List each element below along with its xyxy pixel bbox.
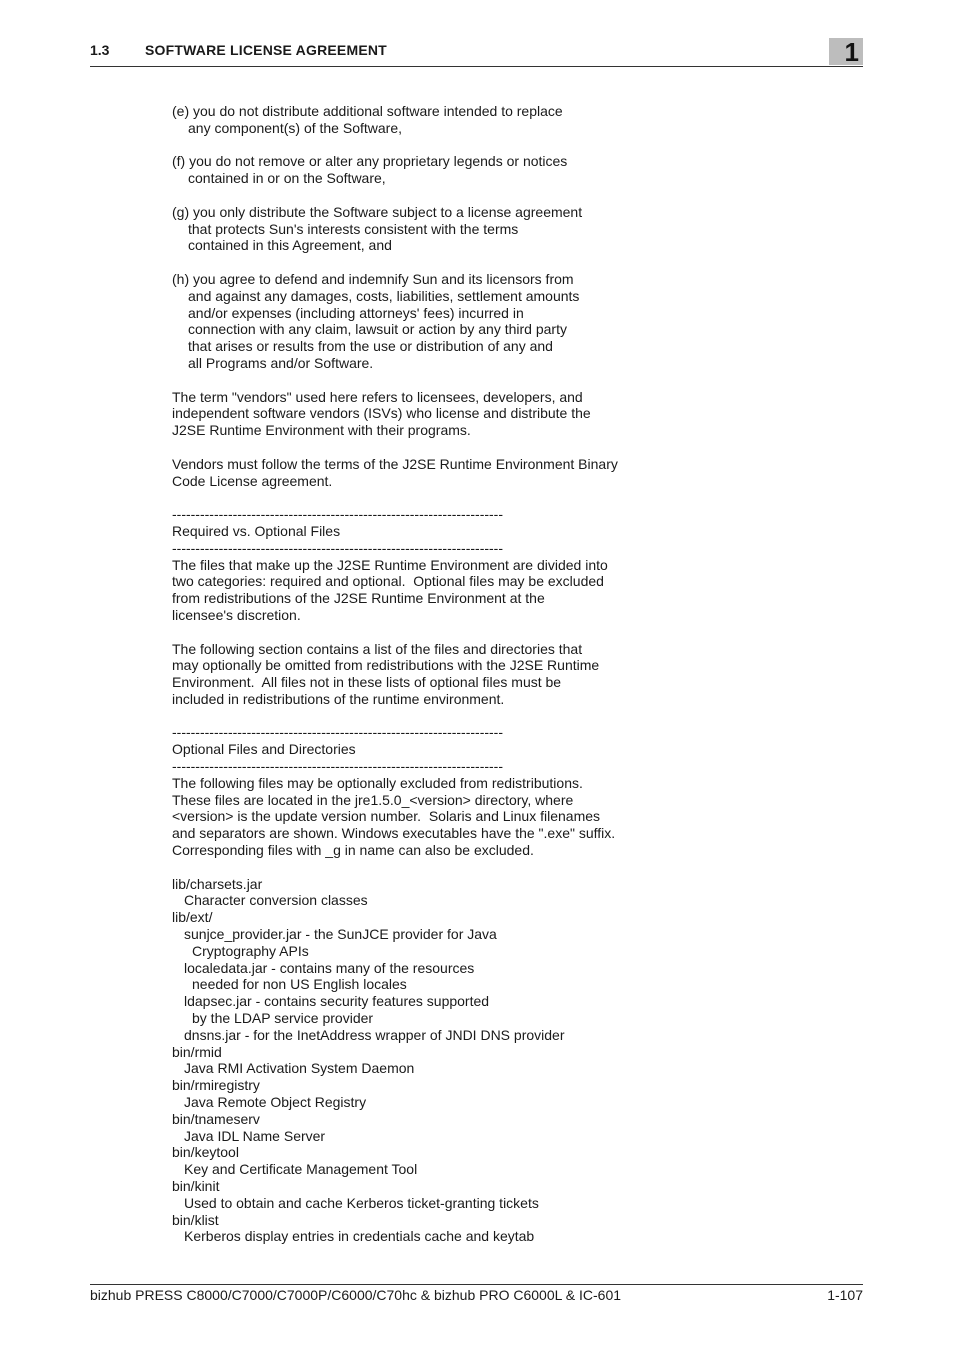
section-number: 1.3 — [90, 42, 110, 58]
file-path: bin/klist — [172, 1211, 219, 1228]
optional-line-3: <version> is the update version number. Solaris and Linux filenames — [172, 808, 601, 825]
product-name: bizhub PRESS C8000/C7000/C7000P/C6000/C70hc & bizhub PRO C6000L & IC-601 — [90, 1287, 622, 1303]
vendors-must-line-1: Vendors must follow the terms of the J2SE Runtime Environment Binary — [172, 455, 618, 472]
file-path: bin/rmiregistry — [172, 1077, 260, 1094]
section-title: SOFTWARE LICENSE AGREEMENT — [145, 42, 387, 58]
page-footer — [90, 1284, 863, 1303]
license-text — [172, 103, 652, 1245]
file-path: dnsns.jar - for the InetAddress wrapper of JNDI DNS provider — [184, 1026, 565, 1043]
clause-h-line-2: and against any damages, costs, liabilities, settlement amounts — [188, 287, 580, 304]
chapter-number: 1 — [844, 37, 859, 67]
file-description: Java Remote Object Registry — [184, 1094, 367, 1111]
clause-h-line-5: that arises or results from the use or distribution of any and — [188, 338, 553, 355]
optional-line-2: These files are located in the jre1.5.0_<version> directory, where — [172, 791, 574, 808]
file-description: Kerberos display entries in credentials cache and keytab — [184, 1228, 535, 1245]
divider-rule: ----------------------------------------------------------------------- — [172, 539, 504, 556]
divider-rule: ----------------------------------------------------------------------- — [172, 724, 504, 741]
file-path: lib/ext/ — [172, 909, 213, 926]
clause-f-line-1: (f) you do not remove or alter any proprietary legends or notices — [172, 153, 568, 170]
file-path: bin/keytool — [172, 1144, 239, 1161]
vendors-line-1: The term "vendors" used here refers to licensees, developers, and — [172, 388, 583, 405]
file-description: Cryptography APIs — [192, 942, 309, 959]
file-description: needed for non US English locales — [192, 976, 407, 993]
chapter-tab — [829, 38, 863, 65]
required-heading: Required vs. Optional Files — [172, 522, 341, 539]
clause-h-line-1: (h) you agree to defend and indemnify Sun and its licensors from — [172, 270, 574, 287]
file-description: Java IDL Name Server — [184, 1127, 326, 1144]
required-line-1: The files that make up the J2SE Runtime Environment are divided into — [172, 556, 608, 573]
required-line-3: from redistributions of the J2SE Runtime Environment at the — [172, 590, 545, 607]
divider-rule: ----------------------------------------------------------------------- — [172, 506, 504, 523]
optional-line-5: Corresponding files with _g in name can also be excluded. — [172, 842, 534, 859]
file-path: bin/tnameserv — [172, 1110, 260, 1127]
clause-h-line-4: connection with any claim, lawsuit or action by any third party — [188, 321, 567, 338]
file-path: sunjce_provider.jar - the SunJCE provider for Java — [184, 926, 497, 943]
optional-line-4: and separators are shown. Windows executables have the ".exe" suffix. — [172, 825, 616, 842]
file-description: Character conversion classes — [184, 892, 368, 909]
file-path: ldapsec.jar - contains security features supported — [184, 993, 490, 1010]
required-line-2: two categories: required and optional. Optional files may be excluded — [172, 573, 604, 590]
file-description: Used to obtain and cache Kerberos ticket-granting tickets — [184, 1194, 539, 1211]
clause-f-line-2: contained in or on the Software, — [188, 170, 386, 187]
file-description: Key and Certificate Management Tool — [184, 1161, 418, 1178]
section-line-3: Environment. All files not in these lists of optional files must be — [172, 674, 562, 691]
required-line-4: licensee's discretion. — [172, 606, 301, 623]
section-line-1: The following section contains a list of the files and directories that — [172, 640, 583, 657]
vendors-must-line-2: Code License agreement. — [172, 472, 333, 489]
optional-line-1: The following files may be optionally excluded from redistributions. — [172, 774, 583, 791]
page-header — [90, 40, 863, 67]
clause-g-line-2: that protects Sun's interests consistent with the terms — [188, 220, 519, 237]
clause-e-line-2: any component(s) of the Software, — [188, 119, 402, 136]
clause-e-line-1: (e) you do not distribute additional software intended to replace — [172, 103, 563, 119]
clause-h-line-6: all Programs and/or Software. — [188, 354, 374, 371]
file-path: bin/rmid — [172, 1043, 222, 1060]
file-path: lib/charsets.jar — [172, 875, 263, 892]
vendors-line-2: independent software vendors (ISVs) who license and distribute the — [172, 405, 591, 422]
vendors-line-3: J2SE Runtime Environment with their programs. — [172, 422, 471, 439]
file-path: bin/kinit — [172, 1178, 220, 1194]
optional-heading: Optional Files and Directories — [172, 741, 356, 758]
file-description: Java RMI Activation System Daemon — [184, 1060, 415, 1077]
divider-rule: ----------------------------------------------------------------------- — [172, 758, 504, 775]
section-line-2: may optionally be omitted from redistributions with the J2SE Runtime — [172, 657, 600, 674]
page-number: 1-107 — [827, 1287, 863, 1303]
clause-h-line-3: and/or expenses (including attorneys' fees) incurred in — [188, 304, 524, 321]
file-path: localedata.jar - contains many of the resources — [184, 959, 475, 976]
file-description: by the LDAP service provider — [192, 1010, 374, 1027]
clause-g-line-3: contained in this Agreement, and — [188, 237, 392, 254]
clause-g-line-1: (g) you only distribute the Software subject to a license agreement — [172, 203, 583, 220]
section-line-4: included in redistributions of the runtime environment. — [172, 690, 505, 707]
